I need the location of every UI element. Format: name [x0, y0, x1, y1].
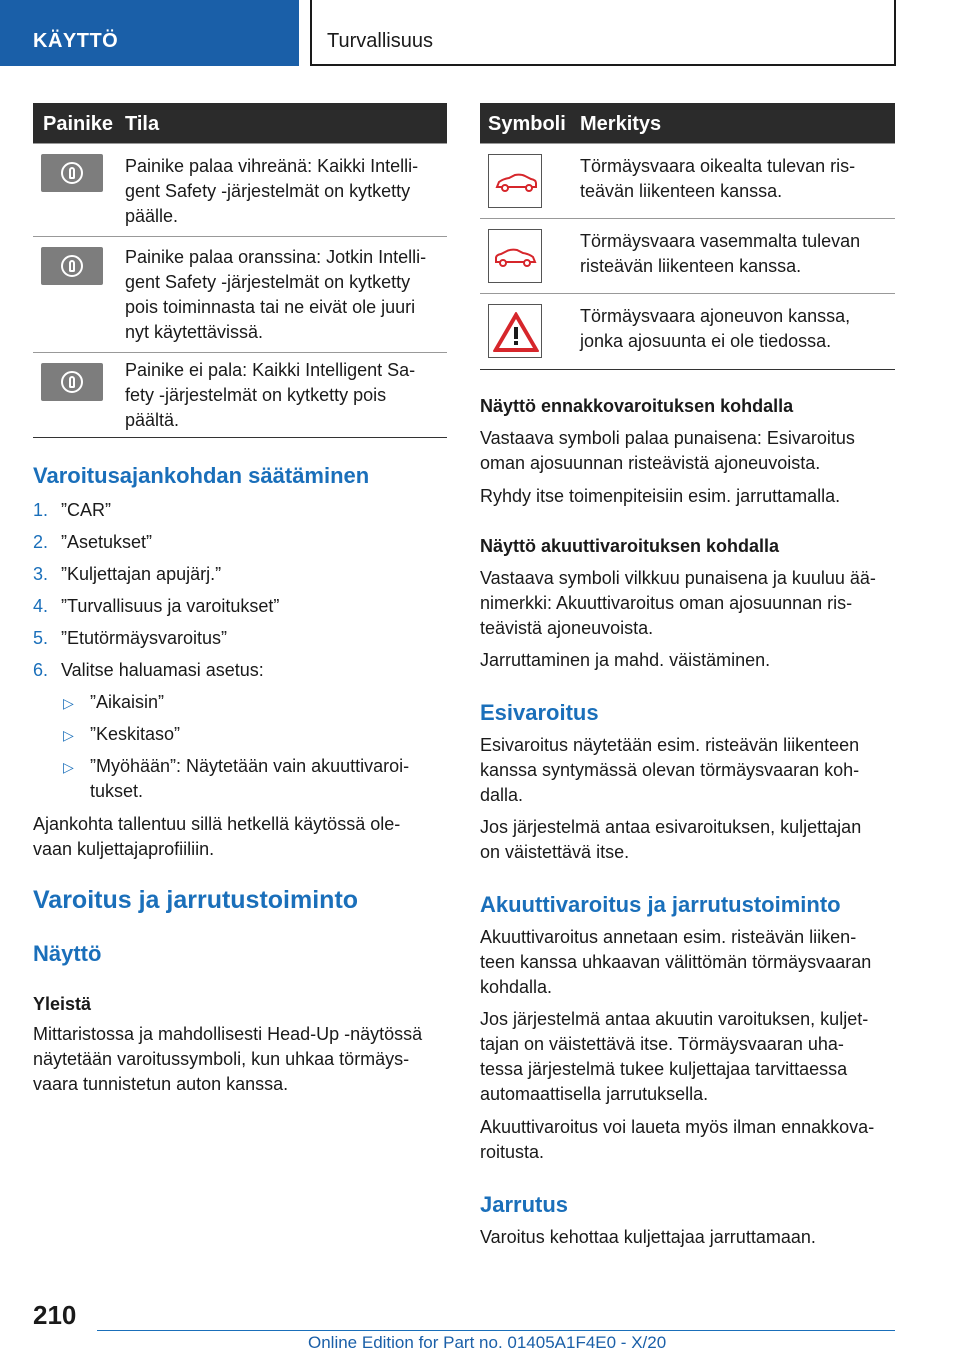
- column-header: Tila: [125, 113, 160, 135]
- section-heading: Akuuttivaroitus ja jarrutustoiminto: [480, 892, 841, 917]
- step-number: 4.: [33, 596, 49, 616]
- page-number: 210: [33, 1300, 77, 1330]
- column-header: Painike: [43, 113, 114, 135]
- general-text: Mittaristossa ja mahdollisesti Head-Up -näytössä näytetään varoitussymboli, kun uhkaa törmäys- vaara tunnistetun auton kanssa.: [33, 1024, 423, 1094]
- row-text: Törmäysvaara oikealta tulevan ris- teävän liikenteen kanssa.: [580, 156, 856, 201]
- section-tab: [0, 0, 299, 66]
- warning-triangle-icon: [488, 304, 542, 358]
- section-heading: Jarrutus: [480, 1192, 569, 1217]
- step-number: 3.: [33, 564, 49, 584]
- table-row: [480, 293, 895, 368]
- car-left-icon: [488, 229, 542, 283]
- step-text: ”Etutörmäysvaroitus”: [61, 628, 228, 648]
- button-state-table: [33, 103, 447, 438]
- step-text: ”Asetukset”: [61, 532, 153, 552]
- paragraph: Varoitus kehottaa kuljettajaa jarruttamaan.: [480, 1227, 816, 1247]
- sub-heading: Näyttö ennakkovaroituksen kohdalla: [480, 396, 794, 416]
- option-text: ”Aikaisin”: [90, 692, 165, 712]
- table-header: [33, 103, 447, 143]
- table-header: [480, 103, 895, 143]
- row-text: Painike palaa vihreänä: Kaikki Intelli- gent Safety -järjestelmät on kytketty päälle.: [125, 156, 419, 226]
- chapter-title: Turvallisuus: [327, 30, 433, 52]
- row-text: Törmäysvaara ajoneuvon kanssa, jonka ajosuunta ei ole tiedossa.: [580, 306, 851, 351]
- edition-footer: Online Edition for Part no. 01405A1F4E0 - X/20: [308, 1333, 667, 1352]
- paragraph: Vastaava symboli palaa punaisena: Esivaroitus oman ajosuunnan risteävistä ajoneuvoista.: [480, 428, 855, 473]
- paragraph: Ryhdy itse toimenpiteisiin esim. jarruttamalla.: [480, 486, 841, 506]
- section-heading: Näyttö: [33, 941, 102, 966]
- paragraph: Jarruttaminen ja mahd. väistäminen.: [480, 650, 771, 670]
- paragraph: Vastaava symboli vilkkuu punaisena ja kuuluu ää- nimerkki: Akuuttivaroitus oman ajosuunnan ris- teävistä ajoneuvoista.: [480, 568, 876, 638]
- sub-heading: Näyttö akuuttivaroituksen kohdalla: [480, 536, 780, 556]
- intelligent-safety-button-icon: [41, 247, 103, 285]
- option-text: ”Keskitaso”: [90, 724, 181, 744]
- section-title: KÄYTTÖ: [33, 30, 119, 52]
- car-right-icon: [488, 154, 542, 208]
- chapter-tab: [310, 0, 896, 66]
- table-row: [33, 236, 447, 352]
- intelligent-safety-button-icon: [41, 363, 103, 401]
- table-row: [480, 218, 895, 293]
- paragraph: Jos järjestelmä antaa esivaroituksen, kuljettajan on väistettävä itse.: [480, 817, 862, 862]
- symbol-meaning-table: [480, 103, 895, 370]
- step-number: 2.: [33, 532, 49, 552]
- step-number: 6.: [33, 660, 49, 680]
- section-heading: Varoitusajankohdan säätäminen: [33, 463, 370, 488]
- sub-heading: Yleistä: [33, 994, 92, 1014]
- column-header: Symboli: [488, 113, 566, 135]
- paragraph: Esivaroitus näytetään esim. risteävän liikenteen kanssa syntymässä olevan törmäysvaaran koh- dalla.: [480, 735, 860, 805]
- table-row: [33, 352, 447, 438]
- bullet-triangle-icon: ▷: [63, 759, 74, 775]
- bullet-triangle-icon: ▷: [63, 695, 74, 711]
- bullet-triangle-icon: ▷: [63, 727, 74, 743]
- table-row: [33, 143, 447, 236]
- step-text: ”Turvallisuus ja varoitukset”: [61, 596, 280, 616]
- step-number: 5.: [33, 628, 49, 648]
- table-row: [480, 143, 895, 218]
- paragraph: Jos järjestelmä antaa akuutin varoituksen, kuljet- tajan on väistettävä itse. Törmäysvaaran uha- tessa järjestelmä tukee kuljettajaa tarvittaessa automaattisella jarrutuksella.: [480, 1009, 869, 1104]
- chapter-heading: Varoitus ja jarrutustoiminto: [33, 886, 359, 914]
- row-text: Painike ei pala: Kaikki Intelligent Sa- fety -järjestelmät on kytketty pois päältä.: [125, 360, 416, 430]
- step-number: 1.: [33, 500, 49, 520]
- step-text: ”Kuljettajan apujärj.”: [61, 564, 222, 584]
- section-heading: Esivaroitus: [480, 700, 599, 725]
- intelligent-safety-button-icon: [41, 154, 103, 192]
- row-text: Törmäysvaara vasemmalta tulevan risteävän liikenteen kanssa.: [580, 231, 861, 276]
- column-header: Merkitys: [580, 113, 662, 135]
- paragraph: Akuuttivaroitus annetaan esim. risteävän liiken- teen kanssa uhkaavan välittömän törmäysvaaran kohdalla.: [480, 927, 872, 997]
- step-text: Valitse haluamasi asetus:: [61, 660, 264, 680]
- footer-divider: [97, 1330, 895, 1331]
- option-text: ”Myöhään”: Näytetään vain akuuttivaroi- tukset.: [90, 756, 410, 801]
- timing-note: Ajankohta tallentuu sillä hetkellä käytössä ole- vaan kuljettajaprofiiliin.: [33, 814, 401, 859]
- row-text: Painike palaa oranssina: Jotkin Intelli- gent Safety -järjestelmät on kytketty pois toiminnasta tai ne eivät ole juuri nyt käytettävissä.: [125, 247, 427, 342]
- step-text: ”CAR”: [61, 500, 111, 520]
- paragraph: Akuuttivaroitus voi laueta myös ilman ennakkova- roitusta.: [480, 1117, 875, 1162]
